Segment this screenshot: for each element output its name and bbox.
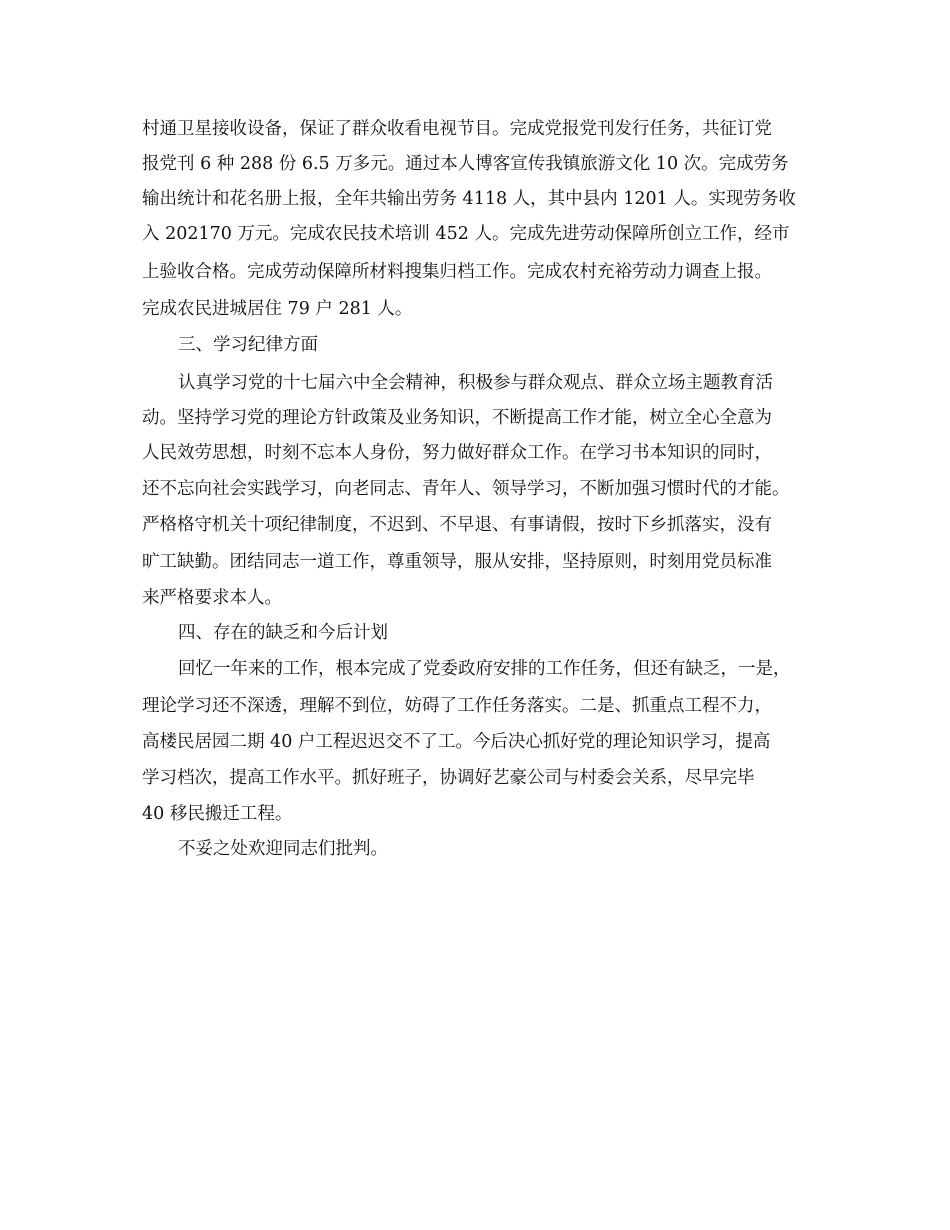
body-text-line: 严格格守机关十项纪律制度，不迟到、不早退、有事请假，按时下乡抓落实，没有 [142, 515, 772, 535]
section-heading-discipline: 三、学习纪律方面 [178, 335, 318, 355]
body-text-line: 入 202170 万元。完成农民技术培训 452 人。完成先进劳动保障所创立工作，经市 [142, 224, 790, 244]
closing-line: 不妥之处欢迎同志们批判。 [178, 839, 388, 859]
section-heading-shortcomings: 四、存在的缺乏和今后计划 [178, 623, 388, 643]
body-text-line: 村通卫星接收设备，保证了群众收看电视节目。完成党报党刊发行任务，共征订党 [142, 119, 772, 139]
body-text-line: 认真学习党的十七届六中全会精神，积极参与群众观点、群众立场主题教育活 [178, 373, 773, 393]
body-text-line: 学习档次，提高工作水平。抓好班子，协调好艺豪公司与村委会关系，尽早完毕 [142, 768, 755, 788]
body-text-line: 高楼民居园二期 40 户工程迟迟交不了工。今后决心抓好党的理论知识学习，提高 [142, 732, 771, 752]
body-text-line: 理论学习还不深透，理解不到位，妨碍了工作任务落实。二是、抓重点工程不力， [142, 696, 772, 716]
body-text-line: 动。坚持学习党的理论方针政策及业务知识，不断提高工作才能，树立全心全意为 [142, 408, 772, 428]
body-text-line: 报党刊 6 种 288 份 6.5 万多元。通过本人博客宣传我镇旅游文化 10 次。完成劳务 [142, 154, 789, 174]
body-text-line: 人民效劳思想，时刻不忘本人身份，努力做好群众工作。在学习书本知识的同时， [142, 443, 772, 463]
body-text-line: 完成农民进城居住 79 户 281 人。 [142, 299, 413, 319]
body-text-line: 回忆一年来的工作，根本完成了党委政府安排的工作任务，但还有缺乏，一是， [178, 659, 791, 679]
body-text-line: 还不忘向社会实践学习，向老同志、青年人、领导学习，不断加强习惯时代的才能。 [142, 479, 790, 499]
body-text-line: 上验收合格。完成劳动保障所材料搜集归档工作。完成农村充裕劳动力调查上报。 [142, 262, 772, 282]
body-text-line: 40 移民搬迁工程。 [142, 804, 293, 824]
body-text-line: 旷工缺勤。团结同志一道工作，尊重领导，服从安排，坚持原则，时刻用党员标准 [142, 552, 772, 572]
body-text-line: 来严格要求本人。 [142, 588, 282, 608]
body-text-line: 输出统计和花名册上报，全年共输出劳务 4118 人，其中县内 1201 人。实现劳务收 [142, 189, 796, 209]
